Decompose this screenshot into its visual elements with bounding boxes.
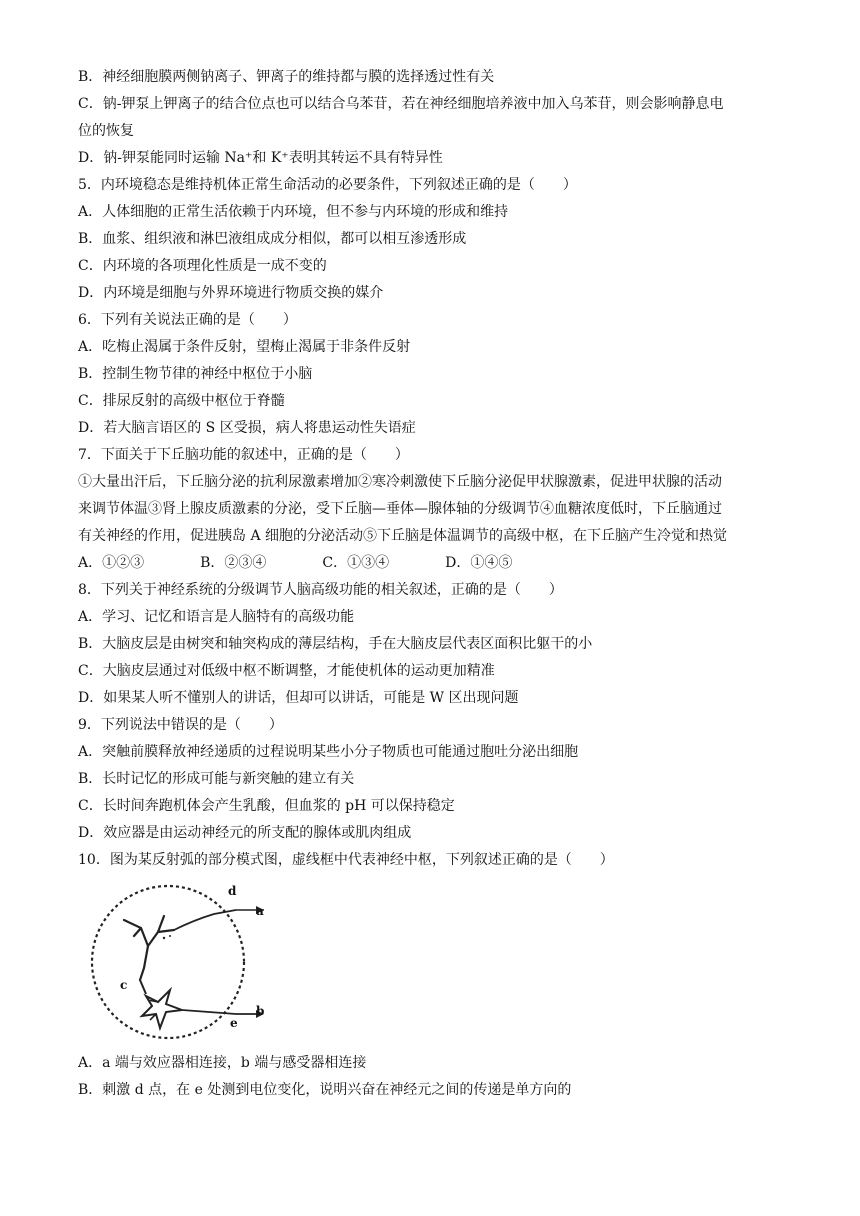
q7-stem: 7．下面关于下丘脑功能的叙述中，正确的是（ ） (78, 447, 409, 463)
q4-option-d: D．钠-钾泵能同时运输 Na⁺和 K⁺表明其转运不具有特异性 (78, 150, 443, 166)
upper-axon (174, 910, 236, 930)
q6-option-a: A．吃梅止渴属于条件反射，望梅止渴属于非条件反射 (78, 339, 411, 355)
q9-option-c: C．长时间奔跑机体会产生乳酸，但血浆的 pH 可以保持稳定 (78, 798, 455, 814)
q6-option-b: B．控制生物节律的神经中枢位于小脑 (78, 366, 313, 382)
q10-option-a: A．a 端与效应器相连接，b 端与感受器相连接 (78, 1055, 367, 1071)
q8-option-a: A．学习、记忆和语言是人脑特有的高级功能 (78, 609, 355, 625)
label-d: d (228, 884, 237, 898)
q4-option-c-cont: 位的恢复 (78, 123, 134, 139)
q7-options: A．①②③ B．②③④ C．①③④ D．①④⑤ (78, 555, 513, 571)
q8-option-d: D．如果某人听不懂别人的讲话，但却可以讲话，可能是 W 区出现问题 (78, 690, 519, 706)
label-a: a (256, 904, 264, 918)
q9-option-b: B．长时记忆的形成可能与新突触的建立有关 (78, 771, 355, 787)
reflex-arc-diagram (86, 876, 266, 1046)
q7-statements-1: ①大量出汗后，下丘脑分泌的抗利尿激素增加②寒冷刺激使下丘脑分泌促甲状腺激素，促进甲状腺的活动 (78, 474, 722, 490)
q8-option-c: C．大脑皮层通过对低级中枢不断调整，才能使机体的运动更加精准 (78, 663, 495, 679)
q6-stem: 6．下列有关说法正确的是（ ） (78, 312, 297, 328)
q8-option-b: B．大脑皮层是由树突和轴突构成的薄层结构，手在大脑皮层代表区面积比躯干的小 (78, 636, 593, 652)
q4-option-b: B．神经细胞膜两侧钠离子、钾离子的维持都与膜的选择透过性有关 (78, 69, 495, 85)
connecting-fiber (140, 980, 146, 994)
q7-statements-2: 来调节体温③肾上腺皮质激素的分泌，受下丘脑—垂体—腺体轴的分级调节④血糖浓度低时，下丘脑通过 (78, 501, 722, 517)
q9-stem: 9．下列说法中错误的是（ ） (78, 717, 283, 733)
q5-option-d: D．内环境是细胞与外界环境进行物质交换的媒介 (78, 285, 384, 301)
q8-stem: 8．下列关于神经系统的分级调节人脑高级功能的相关叙述，正确的是（ ） (78, 582, 563, 598)
q4-option-c: C．钠-钾泵上钾离子的结合位点也可以结合乌苯苷，若在神经细胞培养液中加入乌苯苷，则会影响静息电 (78, 96, 724, 112)
lower-axon (182, 1010, 262, 1014)
q6-option-c: C．排尿反射的高级中枢位于脊髓 (78, 393, 285, 409)
q10-option-b: B．刺激 d 点，在 e 处测到电位变化，说明兴奋在神经元之间的传递是单方向的 (78, 1082, 572, 1098)
q5-stem: 5．内环境稳态是维持机体正常生命活动的必要条件，下列叙述正确的是（ ） (78, 177, 577, 193)
q5-option-b: B．血浆、组织液和淋巴液组成成分相似，都可以相互渗透形成 (78, 231, 467, 247)
q5-option-c: C．内环境的各项理化性质是一成不变的 (78, 258, 327, 274)
lower-neuron-body (142, 990, 182, 1028)
label-c: c (120, 978, 128, 992)
q5-option-a: A．人体细胞的正常生活依赖于内环境，但不参与内环境的形成和维持 (78, 204, 509, 220)
reflex-arc-figure (86, 876, 266, 1046)
exam-page (78, 64, 790, 1104)
label-b: b (256, 1004, 265, 1018)
nerve-center-circle (92, 886, 244, 1038)
q10-stem: 10．图为某反射弧的部分模式图，虚线框中代表神经中枢，下列叙述正确的是（ ） (78, 852, 614, 868)
q9-option-a: A．突触前膜释放神经递质的过程说明某些小分子物质也可能通过胞吐分泌出细胞 (78, 744, 579, 760)
q6-option-d: D．若大脑言语区的 S 区受损，病人将患运动性失语症 (78, 420, 416, 436)
label-e: e (230, 1016, 238, 1030)
q7-statements-3: 有关神经的作用，促进胰岛 A 细胞的分泌活动⑤下丘脑是体温调节的高级中枢，在下丘脑产生冷觉和热觉 (78, 528, 728, 544)
q9-option-d: D．效应器是由运动神经元的所支配的腺体或肌肉组成 (78, 825, 412, 841)
upper-neuron (124, 916, 174, 980)
